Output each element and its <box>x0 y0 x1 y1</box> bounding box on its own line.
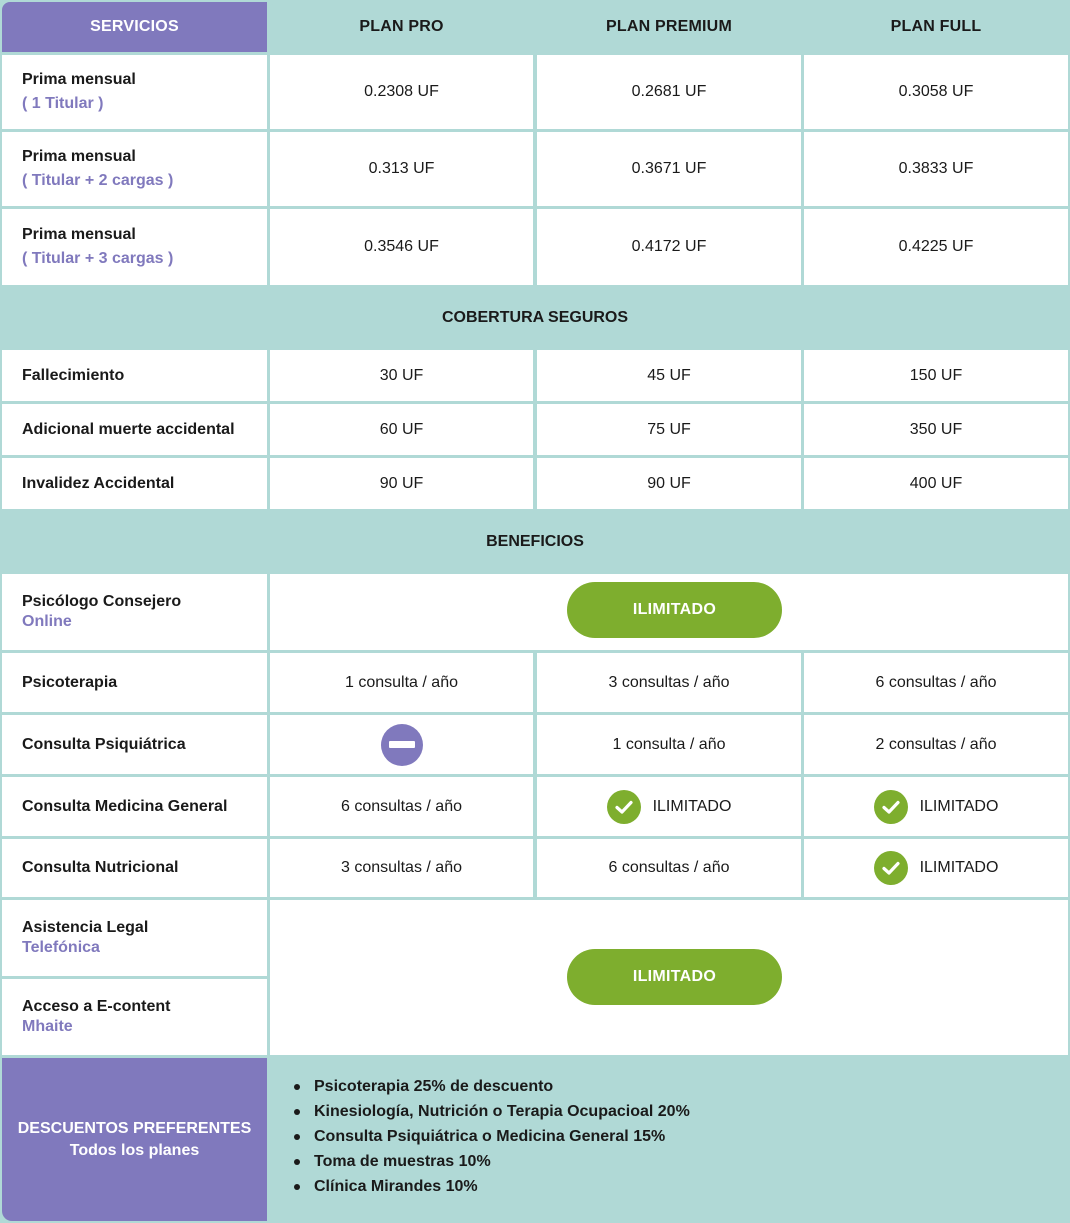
premium-sub: ( 1 Titular ) <box>22 95 104 112</box>
premium-row-1-premium: 0.2681 UF <box>537 55 801 129</box>
premium-label: Prima mensual <box>22 148 136 165</box>
benefit-nutricional-premium: 6 consultas / año <box>537 839 801 897</box>
benefit-medicina-pro: 6 consultas / año <box>270 777 533 836</box>
premium-row-3-full: 0.4225 UF <box>804 209 1068 285</box>
benefit-sub: Mhaite <box>22 1018 73 1035</box>
check-circle-icon <box>607 790 641 824</box>
benefit-label: Psicólogo Consejero <box>22 593 182 610</box>
discounts-list <box>290 1074 1050 1199</box>
discount-item: Consulta Psiquiátrica o Medicina General 15% <box>290 1124 1050 1149</box>
coverage-row-1-full: 150 UF <box>804 350 1068 401</box>
benefit-econtent-label <box>2 979 267 1055</box>
benefit-psiquiatrica-pro <box>270 715 533 774</box>
header-plan-full: PLAN FULL <box>804 2 1068 52</box>
benefit-medicina-label <box>2 777 267 836</box>
premium-row-2-pro: 0.313 UF <box>270 132 533 206</box>
section-beneficios: BENEFICIOS <box>2 512 1068 572</box>
coverage-row-3-pro: 90 UF <box>270 458 533 509</box>
benefit-legal-label <box>2 900 267 976</box>
check-circle-icon <box>874 790 908 824</box>
coverage-label: Adicional muerte accidental <box>22 420 235 438</box>
ilimitado-pill-shared: ILIMITADO <box>567 949 782 1005</box>
benefit-medicina-premium <box>537 777 801 836</box>
premium-sub: ( Titular + 2 cargas ) <box>22 172 174 189</box>
coverage-row-1-pro: 30 UF <box>270 350 533 401</box>
benefit-psiquiatrica-label <box>2 715 267 774</box>
coverage-row-1-premium: 45 UF <box>537 350 801 401</box>
coverage-label: Invalidez Accidental <box>22 474 175 492</box>
benefit-nutricional-full <box>804 839 1068 897</box>
coverage-row-3-full: 400 UF <box>804 458 1068 509</box>
check-circle-icon <box>874 851 908 885</box>
premium-row-3-pro: 0.3546 UF <box>270 209 533 285</box>
premium-row-1-full: 0.3058 UF <box>804 55 1068 129</box>
benefit-label: Consulta Psiquiátrica <box>22 735 186 753</box>
discount-item: Psicoterapia 25% de descuento <box>290 1074 1050 1099</box>
discounts-title-cell <box>2 1058 267 1221</box>
premium-row-2-label <box>2 132 267 206</box>
benefit-sub: Online <box>22 613 72 630</box>
no-entry-icon <box>381 724 423 766</box>
benefit-psiquiatrica-full: 2 consultas / año <box>804 715 1068 774</box>
section-cobertura-seguros: COBERTURA SEGUROS <box>2 288 1068 348</box>
coverage-row-3-premium: 90 UF <box>537 458 801 509</box>
benefit-nutricional-label <box>2 839 267 897</box>
premium-row-1-pro: 0.2308 UF <box>270 55 533 129</box>
benefit-label: Asistencia Legal <box>22 919 149 936</box>
benefit-psiquiatrica-premium: 1 consulta / año <box>537 715 801 774</box>
benefit-psicoterapia-pro: 1 consulta / año <box>270 653 533 712</box>
discounts-title: DESCUENTOS PREFERENTES <box>17 1119 252 1137</box>
header-plan-pro: PLAN PRO <box>270 2 533 52</box>
benefit-value: ILIMITADO <box>919 859 999 876</box>
coverage-row-2-full: 350 UF <box>804 404 1068 455</box>
benefit-psicoterapia-full: 6 consultas / año <box>804 653 1068 712</box>
premium-row-3-premium: 0.4172 UF <box>537 209 801 285</box>
discount-item: Toma de muestras 10% <box>290 1149 1050 1174</box>
premium-label: Prima mensual <box>22 71 136 88</box>
benefit-label: Consulta Medicina General <box>22 797 228 815</box>
coverage-row-1-label <box>2 350 267 401</box>
benefit-value: ILIMITADO <box>919 797 999 815</box>
premium-row-2-full: 0.3833 UF <box>804 132 1068 206</box>
benefit-psicoterapia-premium: 3 consultas / año <box>537 653 801 712</box>
coverage-row-2-label <box>2 404 267 455</box>
discount-item: Kinesiología, Nutrición o Terapia Ocupacioal 20% <box>290 1099 1050 1124</box>
coverage-row-2-premium: 75 UF <box>537 404 801 455</box>
discount-item: Clínica Mirandes 10% <box>290 1174 1050 1199</box>
premium-row-1-label <box>2 55 267 129</box>
premium-label: Prima mensual <box>22 226 136 243</box>
coverage-row-2-pro: 60 UF <box>270 404 533 455</box>
benefit-value: ILIMITADO <box>652 797 732 815</box>
benefit-label: Psicoterapia <box>22 673 118 691</box>
premium-row-3-label <box>2 209 267 285</box>
coverage-label: Fallecimiento <box>22 366 125 384</box>
benefit-psicologo-label <box>2 574 267 650</box>
benefit-label: Acceso a E-content <box>22 998 171 1015</box>
discounts-subtitle: Todos los planes <box>69 1141 200 1159</box>
header-services: SERVICIOS <box>2 2 267 52</box>
benefit-psicoterapia-label <box>2 653 267 712</box>
premium-sub: ( Titular + 3 cargas ) <box>22 250 174 267</box>
ilimitado-pill-psicologo: ILIMITADO <box>567 582 782 638</box>
header-plan-premium: PLAN PREMIUM <box>537 2 801 52</box>
premium-row-2-premium: 0.3671 UF <box>537 132 801 206</box>
benefit-medicina-full <box>804 777 1068 836</box>
benefit-nutricional-pro: 3 consultas / año <box>270 839 533 897</box>
benefit-label: Consulta Nutricional <box>22 859 179 876</box>
coverage-row-3-label <box>2 458 267 509</box>
benefit-sub: Telefónica <box>22 939 100 956</box>
